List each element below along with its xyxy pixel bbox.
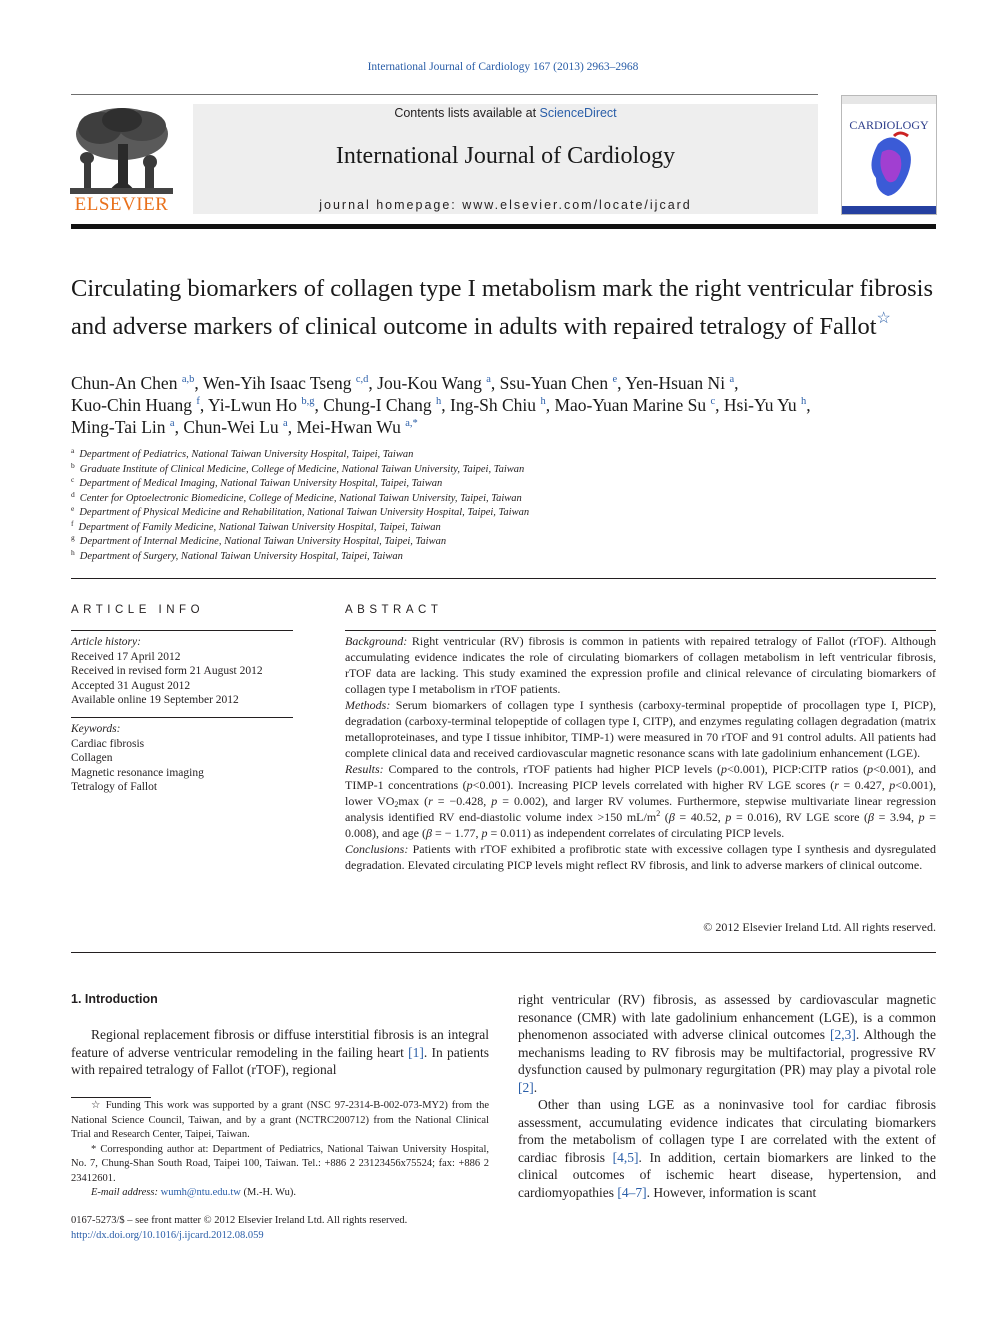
keyword: Collagen <box>71 752 113 764</box>
keyword: Cardiac fibrosis <box>71 737 145 750</box>
footnote-star-icon: ☆ <box>91 1100 102 1111</box>
author: Wen-Yih Isaac Tseng $^{c,d}$, <box>202 373 378 393</box>
journal-citation[interactable]: International Journal of Cardiology 167 (2013) 2963–2968 <box>367 61 639 73</box>
divider <box>71 630 293 631</box>
history-label: Article history: <box>71 636 141 648</box>
reference-link[interactable]: [2] <box>518 1079 534 1095</box>
divider <box>345 630 936 631</box>
reference-link[interactable]: [2,3] <box>829 1027 856 1042</box>
author: Jou-Kou Wang $^a$, <box>377 373 500 393</box>
abstract-results: Results: Compared to the controls, rTOF patients had higher PICP levels (p<0.001), PICP:CITP ratios (p<0.001), and TIMP-1 concentrations (p<0.001). Increasing PICP levels correlated with higher RV LGE scores (r = 0.427, p<0.001), lower $VO_2\max$ (r = −0.428, p = 0.002), and larger RV volumes. Furthermore, stepwise multivariate linear regression analysis identified RV end-diastolic volume index >150 $mL/m^2$ (β = 40.52, p = 0.016), RV LGE score (β = 3.94, p = 0.008), and age (β = − 1.77, p = 0.011) as independent correlates of circulating PICP levels. <box>345 762 937 840</box>
affiliation: $^e$ Department of Physical Medicine and Rehabilitation, National Taiwan University Hospital, Taipei, Taiwan <box>71 504 530 518</box>
author: Chun-An Chen $^{a,b}$, <box>71 373 203 393</box>
affiliation: $^h$ Department of Surgery, National Taiwan University Hospital, Taipei, Taiwan <box>71 547 403 562</box>
title-footnote-star-icon[interactable]: ☆ <box>876 309 891 327</box>
affiliation: $^a$ Department of Pediatrics, National Taiwan University Hospital, Taipei, Taiwan <box>71 446 414 460</box>
doi-link[interactable]: http://dx.doi.org/10.1016/j.ijcard.2012.08.059 <box>71 1229 264 1241</box>
reference-link[interactable]: [1] <box>408 1044 424 1060</box>
footnote-rule <box>71 1097 151 1098</box>
article-title-text: Circulating biomarkers of collagen type I metabolism mark the right ventricular fibrosis and adverse markers of clinical outcome in adults with repaired tetralogy of Fallot <box>71 275 934 340</box>
abstract-background: Background: Right ventricular (RV) fibrosis is common in patients with repaired tetralogy of Fallot (rTOF). Although accumulating evidence indicates the role of circulating biomarkers of collagen metabolism in left ventricular fibrosis, rTOF data are lacking. This study examined the expression profile and clinical relevance of circulating biomarkers of collagen type I metabolism in rTOF patients. <box>345 634 937 696</box>
abstract-body <box>345 633 936 873</box>
email-link[interactable]: wumh@ntu.edu.tw <box>160 1187 241 1198</box>
author: Kuo-Chin Huang $^f$, <box>71 395 209 415</box>
elsevier-wordmark: ELSEVIER <box>74 194 169 215</box>
footnotes <box>71 1099 489 1201</box>
abstract-copyright: © 2012 Elsevier Ireland Ltd. All rights reserved. <box>703 920 936 934</box>
author: Mao-Yuan Marine Su $^c$, <box>554 395 724 415</box>
article-history <box>71 635 293 708</box>
article-info-heading: ARTICLE INFO <box>71 604 205 616</box>
author-list <box>71 372 936 438</box>
author: Yen-Hsuan Ni $^a$, <box>625 373 739 393</box>
author: Ming-Tai Lin $^a$, <box>71 417 184 437</box>
author: Ssu-Yuan Chen $^e$, <box>499 373 626 393</box>
reference-link[interactable]: [4,5] <box>612 1149 639 1165</box>
cover-title: CARDIOLOGY <box>849 118 929 132</box>
article-title <box>71 274 936 341</box>
asterisk-icon: * <box>91 1143 97 1155</box>
history-item: Received in revised form 21 August 2012 <box>71 665 263 677</box>
author: Chung-I Chang $^h$, <box>323 395 450 415</box>
issn-doi <box>71 1214 501 1243</box>
affiliation: $^d$ Center for Optoelectronic Biomedicine, College of Medicine, National Taiwan University, Taipei, Taiwan <box>71 489 522 504</box>
affiliation: $^g$ Department of Internal Medicine, National Taiwan University Hospital, Taipei, Taiwan <box>71 533 447 547</box>
abstract-conclusions: Conclusions: Patients with rTOF exhibited a profibrotic state with excessive collagen type I synthesis and dysregulated degradation. Elevated circulating PICP levels might reflect RV fibrosis, and link to adverse markers of clinical outcome. <box>345 842 937 872</box>
sciencedirect-link[interactable]: ScienceDirect <box>539 106 617 120</box>
author: Yi-Lwun Ho $^{b,g}$, <box>208 395 324 415</box>
author: Hsi-Yu Yu $^h$, <box>723 395 811 415</box>
keyword: Magnetic resonance imaging <box>71 766 204 779</box>
journal-homepage[interactable]: journal homepage: www.elsevier.com/locate/ijcard <box>319 198 692 212</box>
journal-cover[interactable] <box>841 95 937 215</box>
author: Chun-Wei Lu $^a$, <box>183 417 297 437</box>
issn-line: 0167-5273/$ – see front matter © 2012 Elsevier Ireland Ltd. All rights reserved. <box>71 1215 408 1226</box>
header-rule <box>71 94 818 95</box>
paragraph: right ventricular (RV) fibrosis, as assessed by cardiovascular magnetic resonance (CMR) with late gadolinium enhancement (LGE), is a common phenomenon associated with adverse clinical outcomes [2,3]. Although the mechanisms leading to RV fibrosis may be multifactorial, progressive RV dysfunction caused by pulmonary regurgitation (PR) may play a pivotal role [2]. <box>518 992 937 1095</box>
keyword: Tetralogy of Fallot <box>71 781 158 793</box>
affiliation: $^f$ Department of Family Medicine, National Taiwan University Hospital, Taipei, Taiwan <box>71 518 441 533</box>
history-item: Accepted 31 August 2012 <box>71 679 191 692</box>
corresponding-footnote: * Corresponding author at: Department of Pediatrics, National Taiwan University Hospital, No. 7, Chung-Shan South Road, Taipei 100, Taiwan. Tel.: +886 2 23123456x75524; fax: +886 2 23412601. <box>71 1143 490 1184</box>
body-column-left <box>71 1026 489 1079</box>
email-footnote: E-mail address: wumh@ntu.edu.tw (M.-H. Wu). <box>91 1187 296 1198</box>
funding-footnote: ☆ Funding This work was supported by a grant (NSC 97-2314-B-002-073-MY2) from the National Science Council, Taiwan, and by a grant (NCTRC200712) from the National Clinical Trial and Research Center, Taipei, Taiwan. <box>71 1100 489 1140</box>
header-thick-rule <box>71 224 936 229</box>
history-item: Received 17 April 2012 <box>71 650 181 663</box>
paragraph: Other than using LGE as a noninvasive tool for cardiac fibrosis assessment, accumulating evidence indicates that circulating biomarkers from the metabolism of collagen type I are correlated with the extent of cardiac fibrosis [4,5]. In addition, certain biomarkers are linked to the clinical outcomes of ischemic heart disease, hypertension, and cardiomyopathies [4–7]. However, information is scant <box>518 1097 936 1200</box>
section-heading-introduction: 1. Introduction <box>71 992 158 1006</box>
abstract-methods: Methods: Serum biomarkers of collagen type I synthesis (carboxy-terminal propeptide of procollagen type I, PICP), degradation (carboxy-terminal telopeptide of collagen type I, CITP), and enzymes regulating collagen degradation (matrix metalloproteinases, and type I tissue inhibitor, TIMP-1) were measured in 70 rTOF and 91 control adults. All patients had complete clinical data and received cardiovascular magnetic resonance scans with late gadolinium enhancement (LGE). <box>345 698 936 760</box>
contents-prefix: Contents lists available at <box>394 106 540 120</box>
journal-title: International Journal of Cardiology <box>335 143 676 169</box>
divider <box>71 578 936 579</box>
history-item: Available online 19 September 2012 <box>71 694 239 706</box>
paragraph: Regional replacement fibrosis or diffuse interstitial fibrosis is an integral feature of adverse ventricular remodeling in the failing heart [1]. In patients with repaired tetralogy of Fallot (rTOF), regional <box>71 1027 489 1077</box>
body-column-right <box>518 991 936 1201</box>
divider <box>71 717 293 718</box>
cover-art-icon <box>842 96 936 214</box>
affiliation: $^c$ Department of Medical Imaging, National Taiwan University Hospital, Taipei, Taiwan <box>71 475 443 489</box>
contents-line <box>193 106 818 120</box>
author: Mei-Hwan Wu $^{a,*}$ <box>296 417 418 437</box>
author: Ing-Sh Chiu $^h$, <box>450 395 555 415</box>
affiliation: $^b$ Graduate Institute of Clinical Medicine, College of Medicine, National Taiwan University, Taipei, Taiwan <box>71 460 525 475</box>
reference-link[interactable]: [4–7] <box>617 1184 647 1200</box>
abstract-heading: ABSTRACT <box>345 604 443 616</box>
keywords-label: Keywords: <box>71 723 121 735</box>
divider <box>71 952 936 953</box>
keywords <box>71 722 293 795</box>
